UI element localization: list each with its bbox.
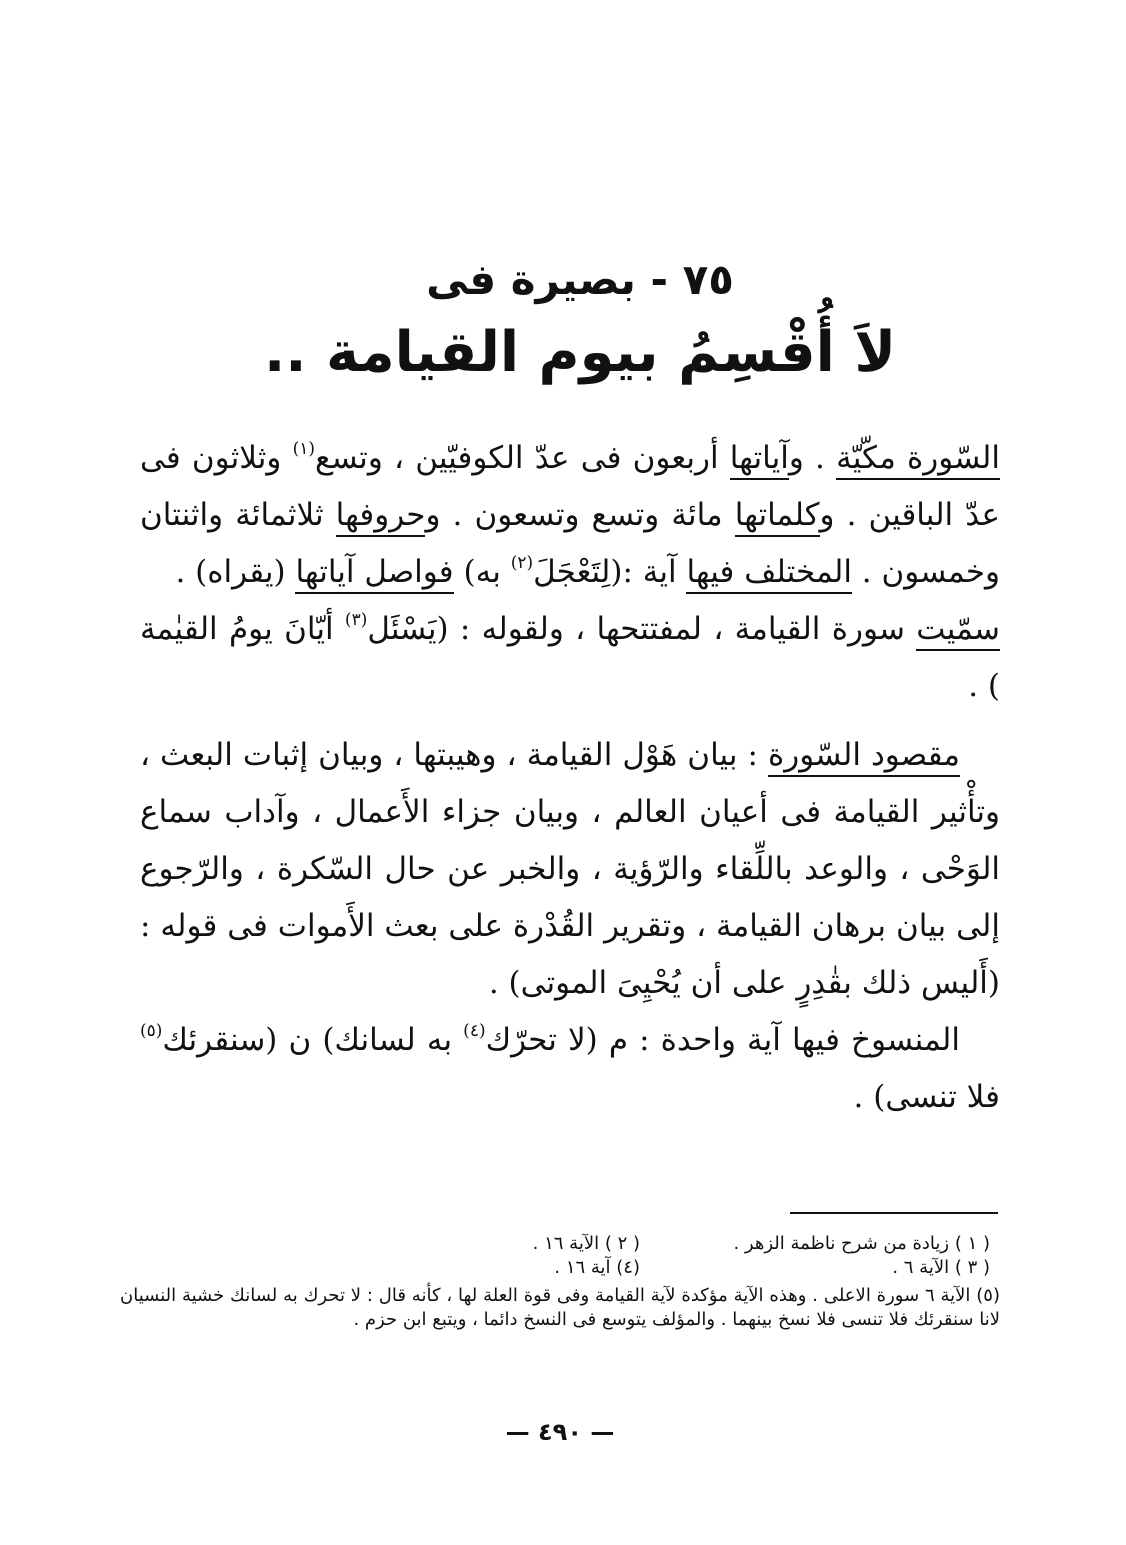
footnote-marker: (٥) [140, 1021, 163, 1041]
footnote-separator [790, 1212, 998, 1214]
footnote-4: (٤) آية ١٦ . [554, 1257, 640, 1278]
paragraph-statistics [140, 430, 1000, 601]
text-run: ثلاثمائة واثنتان وخمسون . [140, 497, 1000, 590]
chapter-title: لاَ أُقْسِمُ بيوم القيامة .. [263, 320, 897, 385]
underlined-term: مقصود السّورة [768, 737, 960, 777]
footnote-3: ( ٣ ) الآية ٦ . [892, 1257, 990, 1278]
text-run: به) [453, 554, 511, 590]
text-run: أيّانَ يومُ القيٰمة ) . [140, 611, 1000, 704]
text-run: أربعون فى عدّ الكوفيّين ، وتسع [315, 440, 730, 476]
underlined-term: السّورة مكّيّة [836, 440, 1000, 480]
underlined-term: المختلف فيها [686, 554, 851, 594]
footnote-row [120, 1232, 1000, 1256]
text-run: مائة وتسع وتسعون . و [425, 497, 735, 533]
footnote-marker: (٢) [510, 553, 534, 573]
underlined-term: حروفها [336, 497, 426, 537]
underlined-term: فواصل آياتها [295, 554, 453, 594]
page-number: — ٤٩٠ — [505, 1418, 615, 1446]
paragraph-abrogation [140, 1012, 1000, 1126]
footnote-2: ( ٢ ) الآية ١٦ . [532, 1233, 640, 1254]
footnote-row [120, 1256, 1000, 1280]
text-run: فلا تنسى) . [853, 1079, 1000, 1115]
text-run: المنسوخ فيها آية واحدة : م (لا تحرّك [485, 1022, 960, 1058]
text-run: وثلاثون فى عدّ الباقين . و [140, 440, 1000, 533]
underlined-term: سمّيت [916, 611, 1000, 651]
chapter-number-heading: ٧٥ - بصيرة فى [426, 255, 734, 304]
text-run: به لسانك) ن (سنقرئك [162, 1022, 464, 1058]
text-run: (يقراه) . [175, 554, 296, 590]
underlined-term: آياتها [730, 440, 789, 480]
paragraph-purpose [140, 727, 1000, 1012]
paragraph-naming [140, 601, 1000, 715]
text-run: سورة القيامة ، لمفتتحها ، ولقوله : (يَسْئَل [367, 611, 917, 647]
footnotes [120, 1232, 1000, 1332]
footnote-5: (٥) الآية ٦ سورة الاعلى . وهذه الآية مؤكدة لآية القيامة وفى قوة العلة لها ، كأنه قال : لا تحرك به لسانك خشية النسيان لانا سنقرئك فلا تنسى فلا نسخ بينهما . والمؤلف يتوسع فى النسخ دائما ، ويتبع ابن حزم . [120, 1285, 1000, 1330]
footnote-marker: (١) [292, 439, 316, 459]
text-run: . و [788, 440, 837, 476]
text-run: : بيان هَوْل القيامة ، وهيبتها ، وبيان إثبات البعث ، وتأْثير القيامة فى أعيان العالم ، وبيان جزاء الأَعمال ، وآداب سماع الوَحْى ، والوعد باللِّقاء والرّؤية ، والخبر عن حال السّكرة ، والرّجوع إلى بيان برهان القيامة ، وتقرير القُدْرة على بعث الأَموات فى قوله : (أَليس ذلك بقٰدِرٍ على أن يُحْيِىَ الموتى) . [140, 737, 1001, 1001]
footnote-1: ( ١ ) زيادة من شرح ناظمة الزهر . [733, 1233, 990, 1254]
footnote-marker: (٤) [463, 1021, 486, 1041]
footnote-marker: (٣) [344, 610, 368, 630]
text-run: آية :(لِتَعْجَلَ [533, 554, 687, 590]
main-text [140, 430, 1000, 1126]
underlined-term: كلماتها [735, 497, 820, 537]
